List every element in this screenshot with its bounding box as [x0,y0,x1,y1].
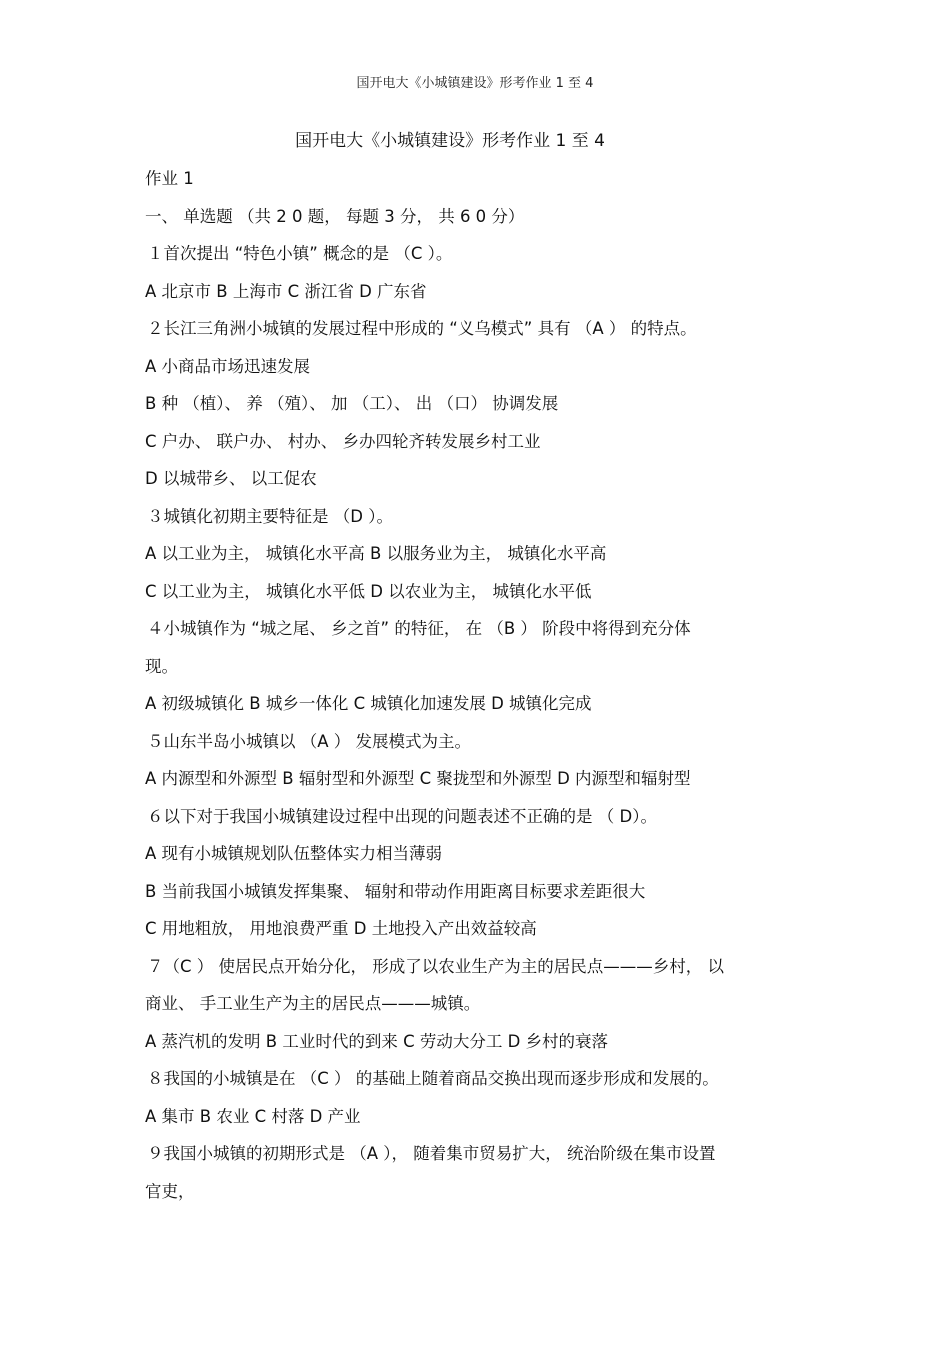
question-9-continued: 官吏， [145,1181,195,1201]
question-6-options-cd: C 用地粗放， 用地浪费严重 D 土地投入产出效益较高 [145,919,537,938]
question-1: １首次提出 “特色小镇” 概念的是 （C ）。 [147,244,453,263]
document-body [145,160,825,1210]
question-8-options: A 集市 B 农业 C 村落 D 产业 [145,1106,361,1126]
question-3: ３城镇化初期主要特征是 （D ）。 [147,506,393,526]
question-2-option-a: A 小商品市场迅速发展 [145,356,311,376]
question-4-options: A 初级城镇化 B 城乡一体化 C 城镇化加速发展 D 城镇化完成 [145,694,592,713]
question-2-option-d: D 以城带乡、 以工促农 [145,469,317,488]
question-5-options: A 内源型和外源型 B 辐射型和外源型 C 聚拢型和外源型 D 内源型和辐射型 [145,769,691,788]
question-7-continued: 商业、 手工业生产为主的居民点———城镇。 [145,994,481,1013]
question-2-option-b: B 种 （植）、 养 （殖）、 加 （工）、 出 （口） 协调发展 [145,394,559,413]
question-2-option-c: C 户办、 联户办、 村办、 乡办四轮齐转发展乡村工业 [145,431,541,451]
section-heading: 作业 1 [145,169,194,188]
question-9: ９我国小城镇的初期形式是 （A ）， 随着集市贸易扩大， 统治阶级在集市设置 [147,1144,716,1163]
question-6-option-a: A 现有小城镇规划队伍整体实力相当薄弱 [145,844,443,863]
question-3-options-cd: C 以工业为主， 城镇化水平低 D 以农业为主， 城镇化水平低 [145,581,592,601]
question-8: ８我国的小城镇是在 （C ） 的基础上随着商品交换出现而逐步形成和发展的。 [147,1069,719,1088]
question-6: ６以下对于我国小城镇建设过程中出现的问题表述不正确的是 （ D）。 [147,806,657,826]
question-3-options-ab: A 以工业为主， 城镇化水平高 B 以服务业为主， 城镇化水平高 [145,544,607,563]
question-type-heading: 一、 单选题 （共 2 0 题， 每题 3 分， 共 6 0 分） [145,206,525,226]
question-5: ５山东半岛小城镇以 （A ） 发展模式为主。 [147,731,472,751]
question-7: ７（C ） 使居民点开始分化， 形成了以农业生产为主的居民点———乡村， 以 [147,956,725,976]
question-2: ２长江三角洲小城镇的发展过程中形成的 “义乌模式” 具有 （A ） 的特点。 [147,319,697,338]
question-4-continued: 现。 [145,656,178,676]
question-6-option-b: B 当前我国小城镇发挥集聚、 辐射和带动作用距离目标要求差距很大 [145,881,646,901]
question-1-options: A 北京市 B 上海市 C 浙江省 D 广东省 [145,281,427,301]
document-title: 国开电大《小城镇建设》形考作业 1 至 4 [295,131,605,151]
question-7-options: A 蒸汽机的发明 B 工业时代的到来 C 劳动大分工 D 乡村的衰落 [145,1031,609,1051]
question-4: ４小城镇作为 “城之尾、 乡之首” 的特征， 在 （B ） 阶段中将得到充分体 [147,619,691,638]
running-header: 国开电大《小城镇建设》形考作业 1 至 4 [356,76,594,91]
